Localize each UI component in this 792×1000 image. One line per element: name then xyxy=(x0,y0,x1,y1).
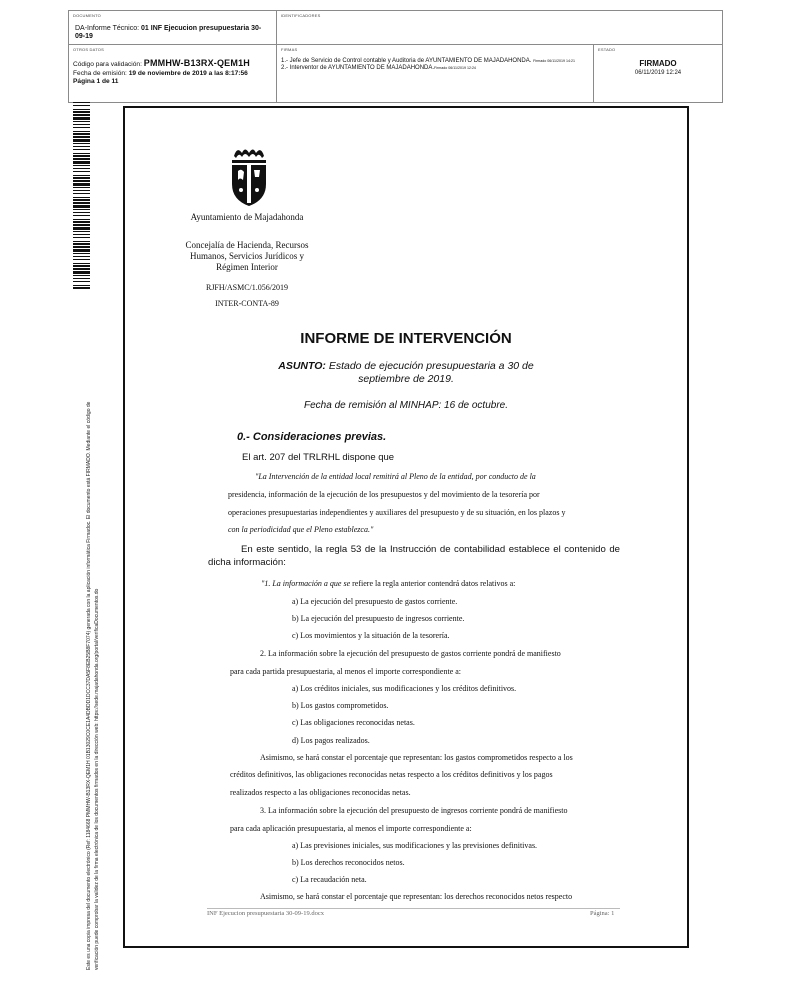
fecha-remision: Fecha de remisión al MINHAP: 16 de octubre. xyxy=(304,400,508,411)
paragraph-line: créditos definitivos, las obligaciones reconocidas netas respecto a los créditos definitivos y los pagos xyxy=(230,770,553,779)
firmas-label: FIRMAS xyxy=(281,47,298,52)
otros-datos-label: OTROS DATOS xyxy=(73,47,104,52)
codigo-validacion: Código para validación: PMMHW-B13RX-QEM1H xyxy=(73,58,250,68)
list-item: a) Los créditos iniciales, sus modificaciones y los créditos definitivos. xyxy=(292,684,517,693)
article-intro: El art. 207 del TRLRHL dispone que xyxy=(242,452,395,463)
quote-line: con la periodicidad que el Pleno establezca." xyxy=(228,525,374,534)
list-item: d) Los pagos realizados. xyxy=(292,736,370,745)
section-heading: 0.- Consideraciones previas. xyxy=(237,431,387,443)
majadahonda-coat-of-arms-icon xyxy=(229,144,269,208)
paragraph-line: 2. La información sobre la ejecución del presupuesto de gastos corriente pondrá de manifiesto xyxy=(260,649,561,658)
list-item: b) Los derechos reconocidos netos. xyxy=(292,858,405,867)
concejalia-name: Concejalía de Hacienda, Recursos Humanos, Servicios Jurídicos y Régimen Interior xyxy=(185,240,309,272)
quote-line: presidencia, información de la ejecución de los presupuestos y del movimiento de la tesorería por xyxy=(228,490,540,499)
pagina-count: Página 1 de 11 xyxy=(73,78,119,86)
list-item: a) Las previsiones iniciales, sus modificaciones y las previsiones definitivas. xyxy=(292,841,538,850)
identificadores-label: IDENTIFICADORES xyxy=(281,13,321,18)
paragraph-line: Asimismo, se hará constar el porcentaje que representan: los derechos reconocidos netos respecto xyxy=(260,892,573,901)
estado-value: FIRMADO xyxy=(639,59,677,68)
barcode-icon xyxy=(73,102,90,290)
documento-title: DA-Informe Técnico: 01 INF Ejecucion presupuestaria 30-09-19 xyxy=(75,25,262,40)
paragraph-line: para cada aplicación presupuestaria, al menos el importe correspondiente a: xyxy=(230,824,472,833)
asunto: ASUNTO: Estado de ejecución presupuestaria a 30 de septiembre de 2019. xyxy=(278,360,534,385)
identificadores-cell xyxy=(277,11,722,45)
firmas-cell xyxy=(277,45,594,102)
estado-cell xyxy=(594,45,722,102)
regla-paragraph: En este sentido, la regla 53 de la Instrucción de contabilidad establece el contenido de dicha información: xyxy=(208,544,620,568)
list-item: c) La recaudación neta. xyxy=(292,875,367,884)
list-item: c) Los movimientos y la situación de la tesorería. xyxy=(292,631,450,640)
estado-label: ESTADO xyxy=(598,47,616,52)
verification-side-note: Este es una copia impresa del documento electrónico (Ref: 1184668 PMMHW-B13RX-QEM1H 01B13029C0CE1A4DBDD1DCC37DA5F8EB25B8F7074) generada con la aplicación informática Firmadoc. El documento está FIRMADO. Mediante el código de verificación puede comprobar la validez de la firma electrónica de los documentos firmados en la dirección web: https://sede.majadahonda.org/portal/verificaDocumentos.do xyxy=(86,401,100,970)
quote-line: "La Intervención de la entidad local remitirá al Pleno de la entidad, por conducto de la xyxy=(255,472,536,481)
codigo-value[interactable]: PMMHW-B13RX-QEM1H xyxy=(143,58,250,68)
documento-cell xyxy=(69,11,277,45)
firma-2: 2.- Interventor de AYUNTAMIENTO DE MAJADAHONDA.Firmado 06/11/2019 12:24 xyxy=(281,65,476,71)
fecha-emision: Fecha de emisión: 19 de noviembre de 2019 a las 8:17:56 xyxy=(73,69,248,77)
report-title: INFORME DE INTERVENCIÓN xyxy=(300,330,512,347)
paragraph-line: realizados respecto a las obligaciones reconocidas netas. xyxy=(230,788,411,797)
document-page xyxy=(123,106,689,948)
firma-1: 1.- Jefe de Servicio de Control contable y Auditoria de AYUNTAMIENTO DE MAJADAHONDA. Firmado 06/11/2019 14:21 xyxy=(281,58,575,64)
quote-line: operaciones presupuestarias independientes y auxiliares del presupuesto y de su situación, en los plazos y xyxy=(228,508,566,517)
otros-datos-cell xyxy=(69,45,277,102)
paragraph-line: Asimismo, se hará constar el porcentaje que representan: los gastos comprometidos respecto a los xyxy=(260,753,573,762)
footer-filename: INF Ejecucion presupuestaria 30-09-19.docx xyxy=(207,910,324,917)
list-item: b) La ejecución del presupuesto de ingresos corriente. xyxy=(292,614,465,623)
footer-divider xyxy=(207,908,620,909)
reference-code: RJFH/ASMC/1.056/2019 xyxy=(205,283,289,292)
documento-label: DOCUMENTO xyxy=(73,13,101,18)
ayuntamiento-name: Ayuntamiento de Majadahonda xyxy=(190,212,304,222)
list-item: b) Los gastos comprometidos. xyxy=(292,701,389,710)
document-header-form xyxy=(68,10,723,103)
paragraph-line: para cada partida presupuestaria, al menos el importe correspondiente a: xyxy=(230,667,462,676)
paragraph-line: 3. La información sobre la ejecución del presupuesto de ingresos corriente pondrá de manifiesto xyxy=(260,806,568,815)
list-item: c) Las obligaciones reconocidas netas. xyxy=(292,718,415,727)
estado-date: 06/11/2019 12:24 xyxy=(634,70,682,76)
list-item: a) La ejecución del presupuesto de gastos corriente. xyxy=(292,597,458,606)
list-item: "1. La información a que se refiere la regla anterior contendrá datos relativos a: xyxy=(261,579,516,588)
footer-page-number: Página: 1 xyxy=(590,910,615,917)
reference-code: INTER-CONTA-89 xyxy=(215,299,279,308)
